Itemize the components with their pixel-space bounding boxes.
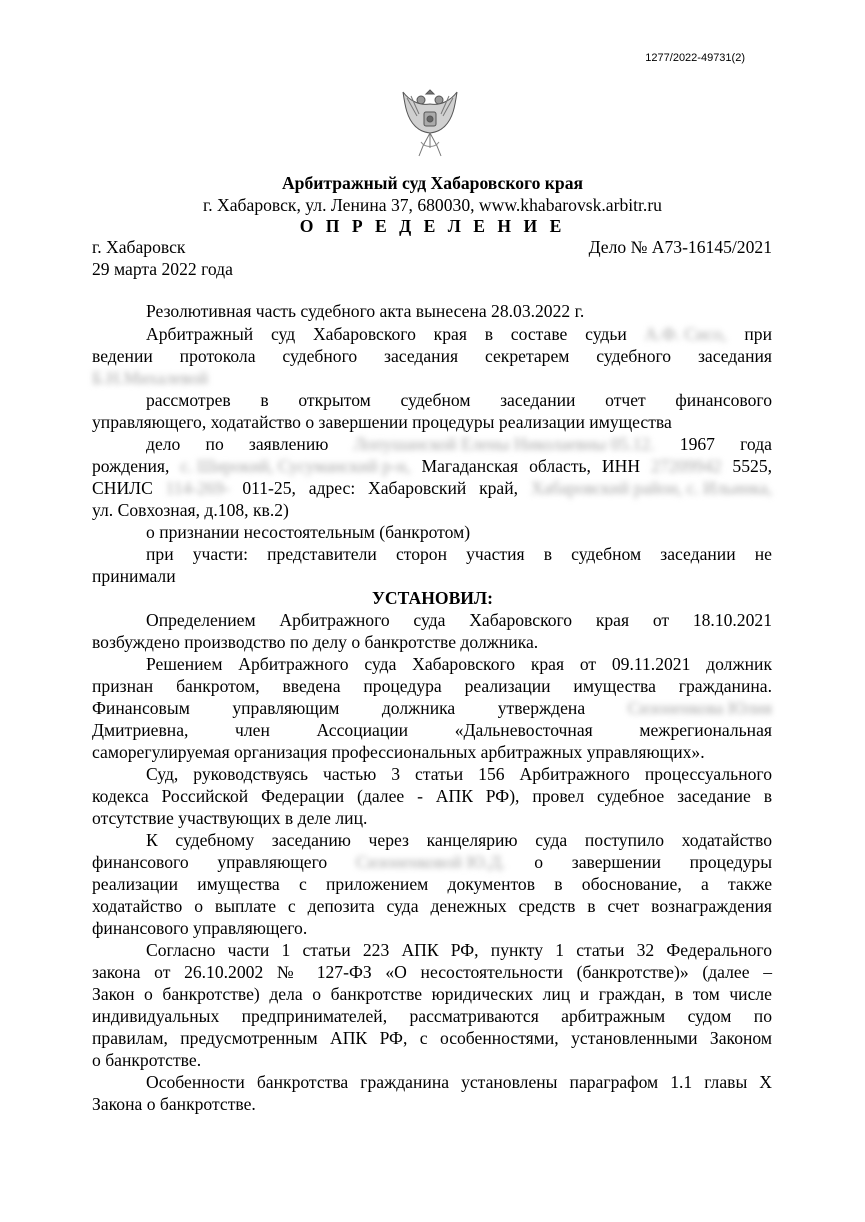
redacted-text: Б.Н.Михалевой [92, 368, 209, 388]
case-number: Дело № А73-16145/2021 [588, 237, 772, 257]
text-line: о банкротстве. [92, 1050, 202, 1070]
redacted-text: 114-269- [165, 478, 230, 498]
redacted-text: с. Широкий, Сусуманский р-н, [180, 456, 411, 476]
text-line: закона от 26.10.2002 № 127-ФЗ «О несостоятельности (банкротстве)» (далее – [92, 962, 772, 982]
text-line: СНИЛС 114-269- 011-25, адрес: Хабаровский край, Хабаровский район, с. Ильинка, [92, 478, 772, 498]
text-line: Закон о банкротстве) дела о банкротстве юридических лиц и граждан, в том числе [92, 984, 772, 1004]
document-number: 1277/2022-49731(2) [645, 52, 745, 64]
court-name: Арбитражный суд Хабаровского края [281, 173, 584, 193]
text-line: отсутствие участвующих в деле лиц. [92, 808, 368, 828]
text-line: правилам, предусмотренным АПК РФ, с особенностями, установленными Законом [92, 1028, 772, 1048]
text-line: Определением Арбитражного суда Хабаровского края от 18.10.2021 [146, 610, 772, 630]
text-line: ул. Совхозная, д.108, кв.2) [92, 500, 289, 520]
redacted-text: Сизоненковой Ю.Д. [355, 852, 506, 872]
text-line: Суд, руководствуясь частью 3 статьи 156 Арбитражного процессуального [146, 764, 772, 784]
text-line: принимали [92, 566, 176, 586]
city: г. Хабаровск [92, 237, 186, 257]
text-line: Дмитриевна, член Ассоциации «Дальневосточная межрегиональная [92, 720, 772, 740]
text-line: ведении протокола судебного заседания секретарем судебного заседания [92, 346, 772, 366]
text-line: кодекса Российской Федерации (далее - АПК РФ), провел судебное заседание в [92, 786, 772, 806]
text-line: Решением Арбитражного суда Хабаровского края от 09.11.2021 должник [146, 654, 772, 674]
document-date: 29 марта 2022 года [92, 259, 233, 279]
text-line: признан банкротом, введена процедура реализации имущества гражданина. [92, 676, 772, 696]
text-line: Резолютивная часть судебного акта вынесена 28.03.2022 г. [146, 301, 585, 321]
section-heading: УСТАНОВИЛ: [372, 588, 493, 608]
redacted-text: Сизоненкова Юлия [627, 698, 772, 718]
text-line: финансового управляющего Сизоненковой Ю.Д. о завершении процедуры [92, 852, 773, 872]
coat-of-arms-emblem-icon [399, 86, 461, 160]
text-line: Закона о банкротстве. [92, 1094, 256, 1114]
redacted-text: Лопушанской Елены Николаевны 05.12. [353, 434, 655, 454]
text-line: при участи: представители сторон участия в судебном заседании не [146, 544, 772, 564]
redacted-text: А.Ф. Сисо, [644, 324, 727, 344]
text-line: Согласно части 1 статьи 223 АПК РФ, пункту 1 статьи 32 Федерального [146, 940, 772, 960]
text-line: рассмотрев в открытом судебном заседании отчет финансового [146, 390, 772, 410]
text-line: индивидуальных предпринимателей, рассматриваются арбитражным судом по [92, 1006, 772, 1026]
court-address: г. Хабаровск, ул. Ленина 37, 680030, www.khabarovsk.arbitr.ru [203, 195, 662, 215]
text-line: Особенности банкротства гражданина установлены параграфом 1.1 главы X [146, 1072, 772, 1092]
text-line: управляющего, ходатайство о завершении процедуры реализации имущества [92, 412, 672, 432]
text-line: возбуждено производство по делу о банкротстве должника. [92, 632, 539, 652]
redacted-text: Хабаровский район, с. Ильинка, [530, 478, 772, 498]
document-title: О П Р Е Д Е Л Е Н И Е [299, 216, 566, 236]
text-line: Арбитражный суд Хабаровского края в составе судьи А.Ф. Сисо, при [146, 324, 773, 344]
text-line: финансового управляющего. [92, 918, 308, 938]
text-line: саморегулируемая организация профессиональных арбитражных управляющих». [92, 742, 705, 762]
text-line: о признании несостоятельным (банкротом) [146, 522, 471, 542]
text-line: рождения, с. Широкий, Сусуманский р-н, Магаданская область, ИНН 27209942 5525, [92, 456, 773, 476]
text-line: ходатайство о выплате с депозита суда денежных средств в счет вознаграждения [92, 896, 772, 916]
text-line: дело по заявлению Лопушанской Елены Николаевны 05.12. 1967 года [146, 434, 772, 454]
text-line: реализации имущества с приложением документов в обоснование, а также [92, 874, 772, 894]
text-line [92, 367, 772, 389]
redacted-text: 27209942 [651, 456, 722, 476]
text-line: Финансовым управляющим должника утверждена Сизоненкова Юлия [92, 698, 772, 718]
text-line: К судебному заседанию через канцелярию суда поступило ходатайство [146, 830, 772, 850]
